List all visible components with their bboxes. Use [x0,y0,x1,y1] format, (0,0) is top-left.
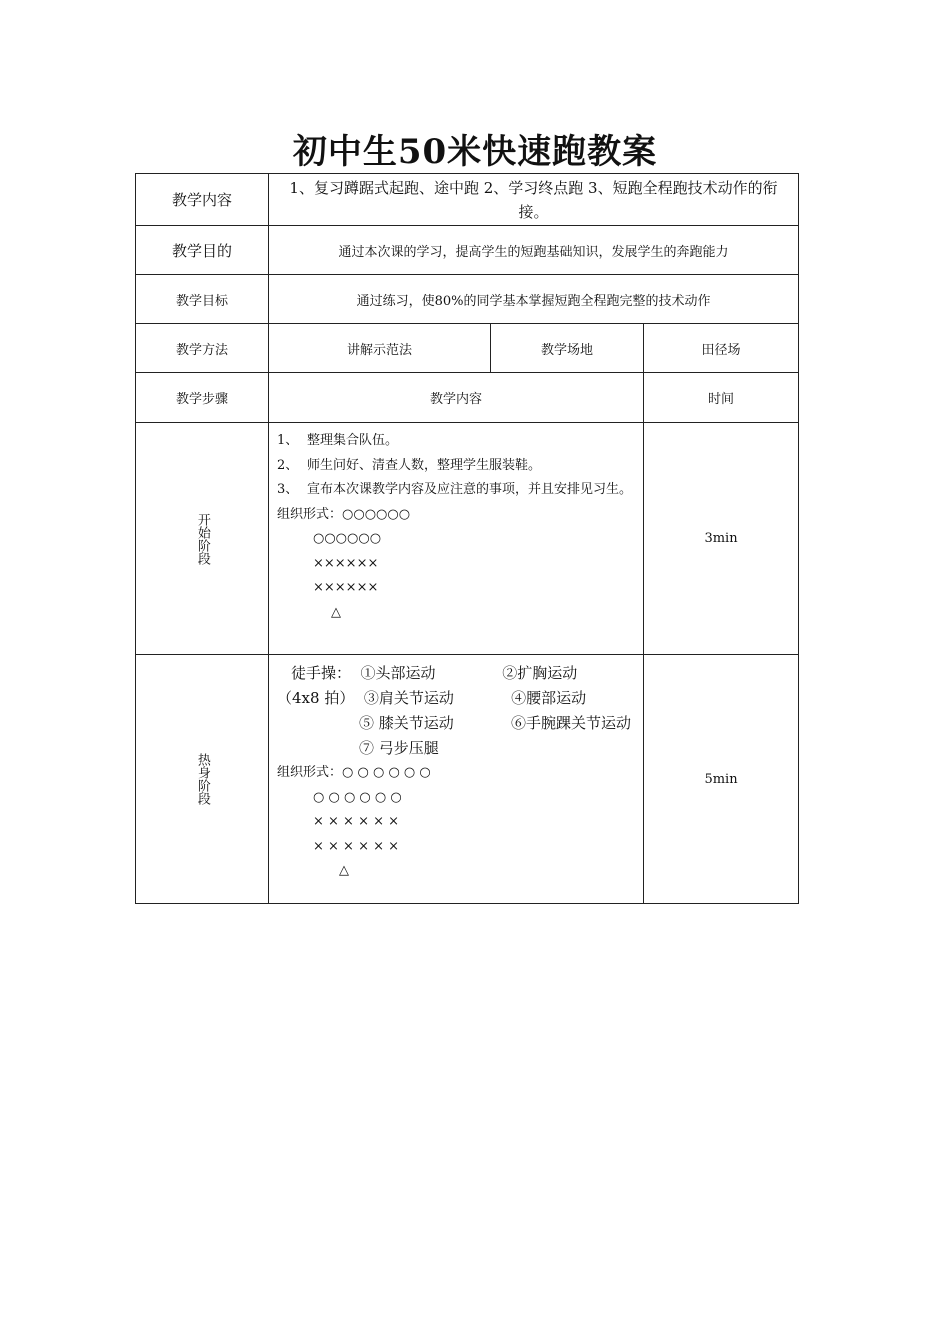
stage-warmup-name-cell [136,655,269,904]
row-teaching-content [136,174,799,226]
stage-warmup-name: 热身阶段 [194,753,210,805]
warmup-line: （4x8 拍） ③肩关节运动 ④腰部运动 [277,689,587,707]
label-teaching-goal: 教学目标 [136,275,269,324]
stage-warmup-content [269,655,644,904]
value-teaching-aim: 通过本次课的学习，提高学生的短跑基础知识，发展学生的奔跑能力 [269,226,799,275]
formation-label: 组织形式： [277,506,343,522]
row-stage-start [136,423,799,655]
formation-label: 组织形式： [277,765,343,780]
formation-line: ×××××× [313,555,379,571]
warmup-line: ⑦ 弓步压腿 [359,739,439,757]
warmup-line: 徒手操： ①头部运动 ②扩胸运动 [291,664,578,682]
lesson-plan-table [135,173,799,904]
formation-line: × × × × × × [313,838,400,854]
list-item: 1、 整理集合队伍。 [277,433,399,448]
formation-line: ○ ○ ○ ○ ○ ○ [313,789,402,805]
label-teaching-steps: 教学步骤 [136,373,269,423]
value-venue: 田径场 [644,324,799,373]
label-teaching-method: 教学方法 [136,324,269,373]
formation-line: △ [331,604,341,620]
value-teaching-method: 讲解示范法 [269,324,491,373]
row-teaching-method [136,324,799,373]
stage-warmup-time: 5min [644,655,799,904]
value-teaching-goal: 通过练习，使80%的同学基本掌握短跑全程跑完整的技术动作 [269,275,799,324]
stage-start-name: 开始阶段 [194,512,210,565]
header-content: 教学内容 [269,373,644,423]
label-teaching-aim: 教学目的 [136,226,269,275]
list-item: 3、 宣布本次课教学内容及应注意的事项，并且安排见习生。 [277,482,633,497]
value-teaching-content: 1、复习蹲踞式起跑、途中跑 2、学习终点跑 3、短跑全程跑技术动作的衔接。 [269,174,799,226]
row-teaching-goal [136,275,799,324]
document-title: 初中生50米快速跑教案 [292,132,658,172]
header-time: 时间 [644,373,799,423]
formation-line: ○ ○ ○ ○ ○ ○ [342,765,431,780]
formation-line: × × × × × × [313,814,400,829]
row-teaching-aim [136,226,799,275]
warmup-line: ⑤ 膝关节运动 ⑥手腕踝关节运动 [359,714,631,732]
row-stage-warmup [136,655,799,904]
list-item: 2、 师生问好、清查人数，整理学生服装鞋。 [277,457,542,473]
stage-start-content [269,423,644,655]
row-steps-header [136,373,799,423]
formation-row [277,761,635,786]
formation-line: ○○○○○○ [313,531,382,546]
formation-line: ×××××× [313,580,379,595]
stage-start-name-cell [136,423,269,655]
label-venue: 教学场地 [491,324,644,373]
formation-line: △ [339,863,349,878]
formation-row [277,503,635,528]
stage-start-time: 3min [644,423,799,655]
formation-line: ○○○○○○ [342,506,411,522]
label-teaching-content: 教学内容 [136,174,269,226]
